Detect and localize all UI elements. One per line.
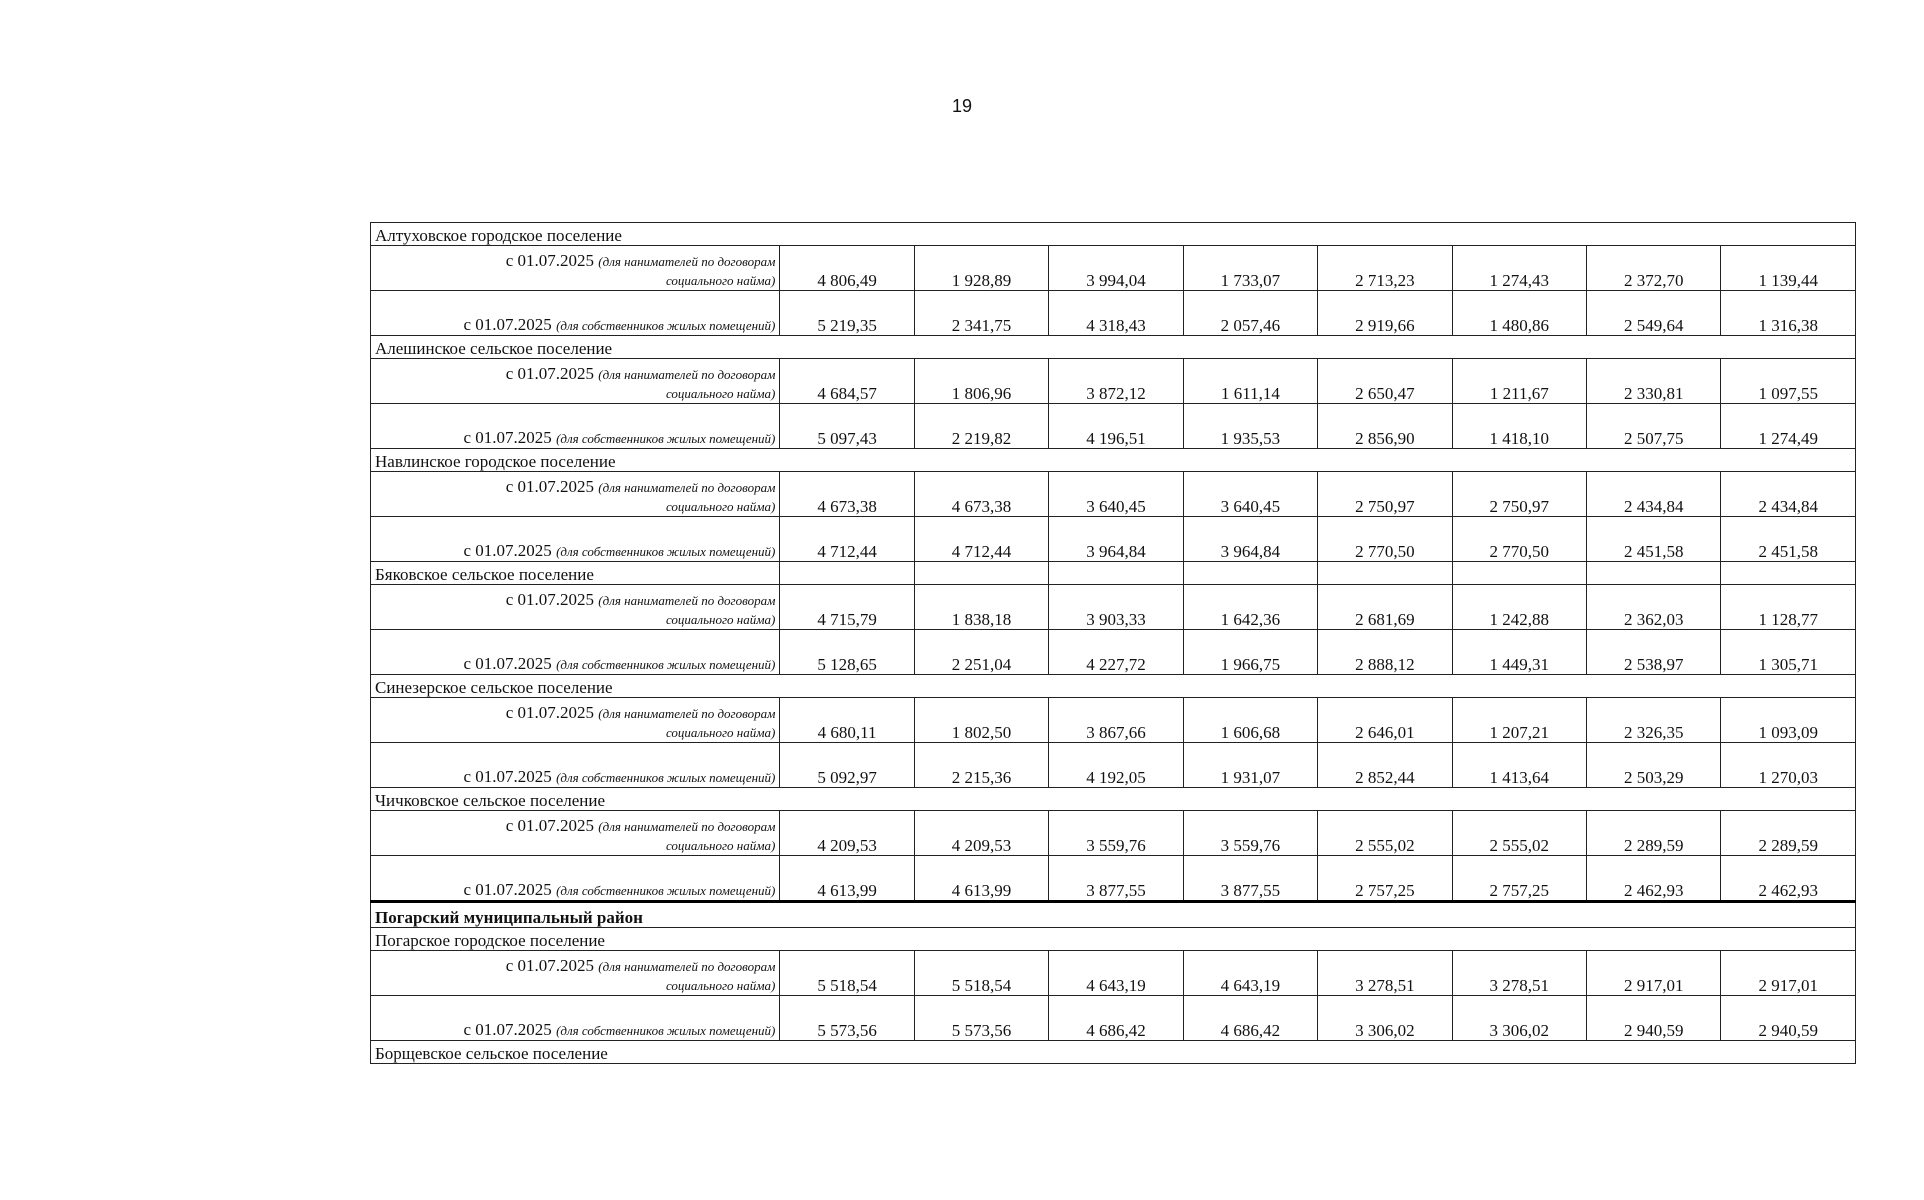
tariff-value: 5 573,56: [780, 996, 914, 1041]
tariff-value: 1 418,10: [1452, 404, 1586, 449]
tariff-value: 1 316,38: [1721, 291, 1856, 336]
tariff-value: 4 209,53: [780, 811, 914, 856]
row-date: с 01.07.2025: [505, 703, 595, 722]
row-note: (для нанимателей по договорам: [598, 819, 776, 834]
row-label-social: [371, 698, 780, 743]
row-label-social: [371, 951, 780, 996]
tariff-value: 4 192,05: [1049, 743, 1183, 788]
row-label-social: [371, 811, 780, 856]
tariff-value: 2 681,69: [1318, 585, 1452, 630]
row-label-social: [371, 246, 780, 291]
tariff-value: 2 917,01: [1721, 951, 1856, 996]
tariff-value: 4 684,57: [780, 359, 914, 404]
table-row: [371, 630, 1856, 675]
tariff-value: 3 306,02: [1318, 996, 1452, 1041]
row-note: (для собственников жилых помещений): [556, 1023, 776, 1038]
row-label-social: [371, 585, 780, 630]
tariff-value: 2 057,46: [1183, 291, 1317, 336]
tariff-value: 2 757,25: [1318, 856, 1452, 902]
table-row: [371, 472, 1856, 517]
district-name: Погарский муниципальный район: [371, 902, 1856, 928]
tariff-value: 2 750,97: [1318, 472, 1452, 517]
tariff-value: 4 643,19: [1049, 951, 1183, 996]
row-date: с 01.07.2025: [505, 590, 595, 609]
tariff-value: 1 733,07: [1183, 246, 1317, 291]
tariff-value: 3 559,76: [1183, 811, 1317, 856]
row-date: с 01.07.2025: [463, 880, 552, 899]
row-note: (для нанимателей по договорам: [598, 254, 776, 269]
tariff-value: 2 650,47: [1318, 359, 1452, 404]
tariff-value: 2 215,36: [914, 743, 1048, 788]
tariff-value: 3 903,33: [1049, 585, 1183, 630]
row-note: (для собственников жилых помещений): [556, 657, 776, 672]
tariff-value: 3 877,55: [1183, 856, 1317, 902]
row-date: с 01.07.2025: [505, 816, 595, 835]
tariff-value: 1 093,09: [1721, 698, 1856, 743]
row-date: с 01.07.2025: [463, 541, 552, 560]
row-note: социального найма): [665, 273, 776, 288]
tariff-value: 2 434,84: [1721, 472, 1856, 517]
settlement-header-row: [371, 562, 1856, 585]
table-row: [371, 291, 1856, 336]
tariff-value: 2 713,23: [1318, 246, 1452, 291]
row-label-owners: [371, 856, 780, 902]
tariff-value: 1 931,07: [1183, 743, 1317, 788]
tariff-table-body: [371, 223, 1856, 1064]
tariff-value: 3 278,51: [1318, 951, 1452, 996]
tariff-value: 2 451,58: [1721, 517, 1856, 562]
settlement-name: Чичковское сельское поселение: [371, 788, 1856, 811]
tariff-value: 2 330,81: [1587, 359, 1721, 404]
row-date: с 01.07.2025: [505, 251, 595, 270]
tariff-value: 2 462,93: [1721, 856, 1856, 902]
row-label-owners: [371, 404, 780, 449]
row-note: (для собственников жилых помещений): [556, 318, 776, 333]
empty-cell: [1452, 562, 1586, 585]
tariff-value: 3 306,02: [1452, 996, 1586, 1041]
row-note: социального найма): [665, 386, 776, 401]
tariff-value: 2 219,82: [914, 404, 1048, 449]
row-note: социального найма): [665, 725, 776, 740]
tariff-value: 4 196,51: [1049, 404, 1183, 449]
tariff-value: 3 872,12: [1049, 359, 1183, 404]
tariff-value: 4 686,42: [1049, 996, 1183, 1041]
tariff-value: 3 559,76: [1049, 811, 1183, 856]
tariff-value: 2 372,70: [1587, 246, 1721, 291]
tariff-value: 4 643,19: [1183, 951, 1317, 996]
tariff-value: 5 573,56: [914, 996, 1048, 1041]
row-label-owners: [371, 743, 780, 788]
row-note: (для собственников жилых помещений): [556, 770, 776, 785]
tariff-value: 1 274,43: [1452, 246, 1586, 291]
tariff-value: 3 640,45: [1183, 472, 1317, 517]
tariff-value: 4 318,43: [1049, 291, 1183, 336]
tariff-value: 2 507,75: [1587, 404, 1721, 449]
tariff-value: 4 673,38: [914, 472, 1048, 517]
tariff-value: 2 251,04: [914, 630, 1048, 675]
tariff-value: 1 611,14: [1183, 359, 1317, 404]
tariff-value: 5 518,54: [914, 951, 1048, 996]
row-note: (для нанимателей по договорам: [598, 706, 776, 721]
tariff-value: 4 209,53: [914, 811, 1048, 856]
row-date: с 01.07.2025: [463, 315, 552, 334]
tariff-value: 1 128,77: [1721, 585, 1856, 630]
tariff-value: 2 940,59: [1587, 996, 1721, 1041]
tariff-value: 1 802,50: [914, 698, 1048, 743]
tariff-value: 4 227,72: [1049, 630, 1183, 675]
settlement-header-row: [371, 1041, 1856, 1064]
tariff-value: 2 462,93: [1587, 856, 1721, 902]
tariff-value: 5 518,54: [780, 951, 914, 996]
tariff-value: 2 326,35: [1587, 698, 1721, 743]
tariff-value: 2 289,59: [1721, 811, 1856, 856]
settlement-name: Борщевское сельское поселение: [371, 1041, 1856, 1064]
page-number: 19: [951, 96, 973, 116]
empty-cell: [1318, 562, 1452, 585]
tariff-value: 3 867,66: [1049, 698, 1183, 743]
tariff-value: 3 964,84: [1049, 517, 1183, 562]
empty-cell: [914, 562, 1048, 585]
settlement-name: Навлинское городское поселение: [371, 449, 1856, 472]
tariff-value: 2 549,64: [1587, 291, 1721, 336]
row-date: с 01.07.2025: [463, 428, 552, 447]
tariff-value: 1 480,86: [1452, 291, 1586, 336]
tariff-value: 4 715,79: [780, 585, 914, 630]
tariff-value: 1 642,36: [1183, 585, 1317, 630]
row-label-owners: [371, 630, 780, 675]
row-date: с 01.07.2025: [463, 767, 552, 786]
tariff-value: 4 686,42: [1183, 996, 1317, 1041]
tariff-value: 4 712,44: [780, 517, 914, 562]
tariff-table: [370, 222, 1856, 1064]
row-note: социального найма): [665, 838, 776, 853]
tariff-value: 3 877,55: [1049, 856, 1183, 902]
tariff-value: 2 646,01: [1318, 698, 1452, 743]
row-label-social: [371, 359, 780, 404]
table-row: [371, 811, 1856, 856]
tariff-value: 2 852,44: [1318, 743, 1452, 788]
table-row: [371, 996, 1856, 1041]
tariff-value: 1 966,75: [1183, 630, 1317, 675]
table-row: [371, 743, 1856, 788]
tariff-value: 4 680,11: [780, 698, 914, 743]
empty-cell: [1183, 562, 1317, 585]
tariff-value: 1 211,67: [1452, 359, 1586, 404]
tariff-value: 2 341,75: [914, 291, 1048, 336]
tariff-value: 1 097,55: [1721, 359, 1856, 404]
tariff-value: 1 207,21: [1452, 698, 1586, 743]
tariff-value: 2 555,02: [1318, 811, 1452, 856]
tariff-value: 1 270,03: [1721, 743, 1856, 788]
settlement-header-row: [371, 336, 1856, 359]
empty-cell: [1587, 562, 1721, 585]
tariff-value: 2 362,03: [1587, 585, 1721, 630]
empty-cell: [780, 562, 914, 585]
table-row: [371, 246, 1856, 291]
tariff-value: 2 888,12: [1318, 630, 1452, 675]
tariff-value: 4 613,99: [780, 856, 914, 902]
tariff-value: 2 750,97: [1452, 472, 1586, 517]
tariff-value: 2 451,58: [1587, 517, 1721, 562]
tariff-value: 2 289,59: [1587, 811, 1721, 856]
settlement-header-row: [371, 223, 1856, 246]
tariff-value: 2 757,25: [1452, 856, 1586, 902]
tariff-value: 4 712,44: [914, 517, 1048, 562]
row-note: (для нанимателей по договорам: [598, 593, 776, 608]
tariff-value: 2 940,59: [1721, 996, 1856, 1041]
table-row: [371, 856, 1856, 902]
tariff-value: 3 278,51: [1452, 951, 1586, 996]
tariff-value: 1 606,68: [1183, 698, 1317, 743]
row-label-owners: [371, 517, 780, 562]
tariff-value: 1 413,64: [1452, 743, 1586, 788]
empty-cell: [1049, 562, 1183, 585]
settlement-name: Синезерское сельское поселение: [371, 675, 1856, 698]
settlement-header-row: [371, 928, 1856, 951]
tariff-value: 2 919,66: [1318, 291, 1452, 336]
settlement-header-row: [371, 675, 1856, 698]
tariff-value: 5 097,43: [780, 404, 914, 449]
tariff-value: 4 673,38: [780, 472, 914, 517]
empty-cell: [1721, 562, 1856, 585]
table-row: [371, 585, 1856, 630]
district-header-row: [371, 902, 1856, 928]
tariff-value: 1 242,88: [1452, 585, 1586, 630]
row-note: (для нанимателей по договорам: [598, 959, 776, 974]
tariff-value: 1 838,18: [914, 585, 1048, 630]
tariff-value: 5 128,65: [780, 630, 914, 675]
row-date: с 01.07.2025: [505, 956, 595, 975]
table-row: [371, 359, 1856, 404]
tariff-value: 1 928,89: [914, 246, 1048, 291]
tariff-value: 3 994,04: [1049, 246, 1183, 291]
tariff-value: 3 640,45: [1049, 472, 1183, 517]
settlement-header-row: [371, 449, 1856, 472]
tariff-value: 1 806,96: [914, 359, 1048, 404]
row-date: с 01.07.2025: [505, 477, 595, 496]
settlement-name: Алешинское сельское поселение: [371, 336, 1856, 359]
tariff-value: 1 935,53: [1183, 404, 1317, 449]
row-label-social: [371, 472, 780, 517]
table-row: [371, 698, 1856, 743]
tariff-value: 2 917,01: [1587, 951, 1721, 996]
settlement-name: Алтуховское городское поселение: [371, 223, 1856, 246]
settlement-header-row: [371, 788, 1856, 811]
tariff-value: 2 856,90: [1318, 404, 1452, 449]
tariff-value: 1 274,49: [1721, 404, 1856, 449]
tariff-value: 2 770,50: [1452, 517, 1586, 562]
tariff-value: 2 503,29: [1587, 743, 1721, 788]
row-note: (для собственников жилых помещений): [556, 883, 776, 898]
tariff-value: 5 219,35: [780, 291, 914, 336]
tariff-value: 5 092,97: [780, 743, 914, 788]
tariff-value: 3 964,84: [1183, 517, 1317, 562]
tariff-value: 2 434,84: [1587, 472, 1721, 517]
tariff-value: 2 770,50: [1318, 517, 1452, 562]
tariff-value: 2 555,02: [1452, 811, 1586, 856]
row-date: с 01.07.2025: [463, 1020, 552, 1039]
row-note: социального найма): [665, 612, 776, 627]
tariff-value: 1 305,71: [1721, 630, 1856, 675]
row-note: (для собственников жилых помещений): [556, 544, 776, 559]
tariff-value: 1 139,44: [1721, 246, 1856, 291]
settlement-name: Бяковское сельское поселение: [371, 562, 780, 585]
table-row: [371, 517, 1856, 562]
table-row: [371, 951, 1856, 996]
tariff-value: 1 449,31: [1452, 630, 1586, 675]
tariff-value: 4 806,49: [780, 246, 914, 291]
settlement-name: Погарское городское поселение: [371, 928, 1856, 951]
row-note: (для нанимателей по договорам: [598, 367, 776, 382]
tariff-value: 4 613,99: [914, 856, 1048, 902]
table-row: [371, 404, 1856, 449]
row-date: с 01.07.2025: [505, 364, 595, 383]
row-note: (для нанимателей по договорам: [598, 480, 776, 495]
row-note: (для собственников жилых помещений): [556, 431, 776, 446]
row-label-owners: [371, 291, 780, 336]
tariff-value: 2 538,97: [1587, 630, 1721, 675]
row-date: с 01.07.2025: [463, 654, 552, 673]
row-label-owners: [371, 996, 780, 1041]
row-note: социального найма): [665, 499, 776, 514]
row-note: социального найма): [665, 978, 776, 993]
